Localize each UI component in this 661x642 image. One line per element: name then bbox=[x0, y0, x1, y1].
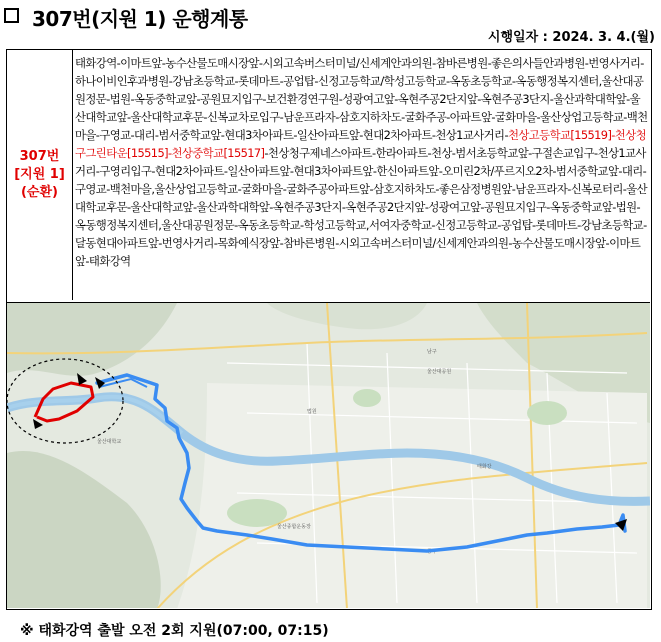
page-title: 307번(지원 1) 운행계통 bbox=[32, 7, 248, 31]
effective-date: 시행일자 : 2024. 3. 4.(월) bbox=[487, 30, 655, 45]
route-map-svg bbox=[7, 303, 650, 608]
checkbox-square-icon bbox=[4, 8, 19, 23]
route-label-cell bbox=[7, 50, 73, 300]
route-map bbox=[7, 302, 650, 608]
route-support-tag: [지원 1] bbox=[14, 167, 65, 182]
route-number-label bbox=[14, 148, 65, 202]
map-label-6: 중구 bbox=[427, 549, 437, 555]
map-label-3: 법원 bbox=[307, 409, 317, 415]
map-label-1: 울산대공원 bbox=[427, 369, 452, 375]
route-number: 307번 bbox=[19, 149, 60, 164]
footer-note: ※ 태화강역 출발 오전 2회 지원(07:00, 07:15) bbox=[20, 623, 329, 639]
page-header bbox=[0, 0, 661, 52]
map-label-7: 울산종합운동장 bbox=[277, 524, 311, 530]
route-stops-part1: 태화강역-이마트앞-농수산물도매시장앞-시외고속버스터미널/신세계안과의원-참바른병원-좋은의사들안과병원-번영사거리-하나이비인후과병원-강남초등학교-롯데마트-공업탑-신정고등학교/학성고등학교-옥동초등학교-옥동행정복지센터,울산대공원정문-법원-옥동중학교앞-공원묘지입구-보건환경연구원-성광여고앞-옥현주공2단지앞-옥현주공3단지-울산과학대학앞-울산대학교앞-울산대학교후문-신복교차로입구-남운프라자-삼호지하차도-굴화주공-아파트앞-굴화마을-울산상업고등학교-백천마을-구영교-대리-범서중학교앞-현대3차아파트-일산아파트앞-현대2차아파트-천상1교사거리- bbox=[75, 56, 648, 142]
route-table bbox=[6, 49, 652, 610]
map-label-4: 태화강 bbox=[477, 464, 492, 470]
map-label-2: 울산대학교 bbox=[97, 439, 122, 445]
map-label-5: 남구 bbox=[427, 349, 437, 355]
route-stops-text bbox=[75, 54, 649, 270]
route-stops-part2: -천상청구제네스아파트-한라아파트-천상-범서초등학교앞-구절손교입구-천상1교사거리-구영리입구-현대2차아파트-일산아파트앞-현대3차아파트앞-한신아파트앞-오미린2차/푸르지오2차-범서중학교앞-대리-구영교-백천마을,울산상업고등학교-굴화마을-굴화주공아파트앞-삼호지하차도-좋은삼정병원앞-남운프라자-신복로터리-울산대학교후문-울산대학교앞-울산과학대학앞-옥현주공3단지-옥현주공2단지앞-성광여고앞-공원묘지입구-옥동중학교앞-법원-옥동행정복지센터,울산대공원정문-옥동초등학교-학성고등학교,서여자중학교-신정고등학교-공업탑-롯데마트-강남초등학교-달동현대아파트앞-번영사거리-목화예식장앞-참바른병원-시외고속버스터미널/신세계안과의원-농수산물도매시장앞-이마트앞-태화강역 bbox=[75, 146, 648, 268]
route-type: (순환) bbox=[20, 185, 58, 200]
route-stops-highlight: 천상고등학교[15519]-천상청구그린타운[15515]-천상중학교[15517] bbox=[75, 128, 647, 160]
